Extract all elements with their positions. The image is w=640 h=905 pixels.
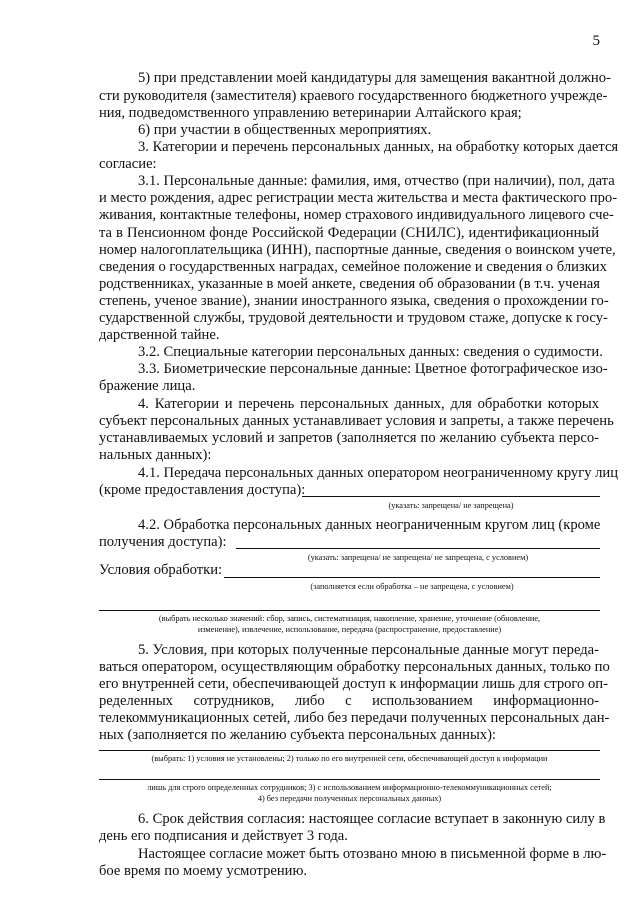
text-line: 5) при представлении моей кандидатуры для замещения вакантной должно- bbox=[138, 70, 611, 86]
fill-in-line[interactable] bbox=[236, 548, 600, 549]
field-caption: изменение), извлечение, использование, передача (распространение, предоставление) bbox=[197, 625, 502, 634]
text-line: получения доступа): bbox=[99, 534, 227, 550]
fill-in-line[interactable] bbox=[99, 779, 600, 780]
text-line: та в Пенсионном фонде Российской Федерации (СНИЛС), идентификационный bbox=[99, 225, 599, 241]
text-line: бражение лица. bbox=[99, 378, 196, 394]
text-line: бое время по моему усмотрению. bbox=[99, 863, 308, 879]
text-line: 3. Категории и перечень персональных данных, на обработку которых дается bbox=[138, 139, 619, 155]
text-line: 3.2. Специальные категории персональных данных: сведения о судимости. bbox=[138, 344, 603, 360]
text-line: Настоящее согласие может быть отозвано мною в письменной форме в лю- bbox=[138, 846, 607, 862]
text-line: телекоммуникационных сетей, либо без передачи полученных персональных дан- bbox=[99, 710, 610, 726]
text-line: 4. Категории и перечень персональных данных, для обработки которых bbox=[138, 396, 599, 412]
text-line: субъект персональных данных устанавливает условия и запреты, а также перечень bbox=[99, 413, 614, 429]
text-line: нальных данных): bbox=[99, 447, 212, 463]
text-line: ределенных сотрудников, либо с использованием информационно- bbox=[99, 693, 599, 709]
text-line: и место рождения, адрес регистрации места жительства и места фактического про- bbox=[99, 190, 618, 206]
text-line: день его подписания и действует 3 года. bbox=[99, 828, 348, 844]
text-line: ных (заполняется по желанию субъекта персональных данных): bbox=[99, 727, 496, 743]
text-line: живания, контактные телефоны, номер страхового индивидуального лицевого сче- bbox=[99, 207, 614, 223]
fill-in-line[interactable] bbox=[99, 610, 600, 611]
text-line: сударственной службы, трудовой деятельности и трудовом стаже, допуске к госу- bbox=[99, 310, 608, 326]
text-line: степень, ученое звание), знании иностранного языка, сведения о прохождении го- bbox=[99, 293, 609, 309]
text-line: ния, подведомственного управлению ветеринарии Алтайского края; bbox=[99, 105, 522, 121]
text-line: 3.1. Персональные данные: фамилия, имя, отчество (при наличии), пол, дата bbox=[138, 173, 615, 189]
text-line: 4.2. Обработка персональных данных неограниченным кругом лиц (кроме bbox=[138, 517, 601, 533]
fill-in-line[interactable] bbox=[302, 496, 600, 497]
text-line: сти руководителя (заместителя) краевого государственного бюджетного учрежде- bbox=[99, 88, 608, 104]
text-line: 3.3. Биометрические персональные данные: Цветное фотографическое изо- bbox=[138, 361, 608, 377]
text-line: устанавливаемых условий и запретов (заполняется по желанию субъекта персо- bbox=[99, 430, 599, 446]
text-line: сведения о государственных наградах, семейное положение и сведения о близких bbox=[99, 259, 607, 275]
text-line: родственниках, указанные в моей анкете, сведения об образовании (в т.ч. ученая bbox=[99, 276, 600, 292]
fill-in-line[interactable] bbox=[224, 577, 600, 578]
field-caption: (указать: запрещена/ не запрещена) bbox=[388, 501, 514, 510]
text-line: номер налогоплательщика (ИНН), паспортные данные, сведения о воинском учете, bbox=[99, 242, 616, 258]
text-line: 6) при участии в общественных мероприятиях. bbox=[138, 122, 432, 138]
text-line: его внутренней сети, обеспечивающей доступ к информации лишь для строго оп- bbox=[99, 676, 608, 692]
text-line: ваться оператором, осуществляющим обработку персональных данных, только по bbox=[99, 659, 610, 675]
field-caption: (выбрать несколько значений: сбор, запись, систематизация, накопление, хранение, уточнение (обновление, bbox=[158, 614, 541, 623]
text-line: 4.1. Передача персональных данных оператором неограниченному кругу лиц bbox=[138, 465, 619, 481]
page-number: 5 bbox=[592, 33, 600, 49]
field-caption: лишь для строго определенных сотрудников; 3) с использованием информационно-телекоммуникационных сетей; bbox=[147, 783, 552, 792]
text-line: 5. Условия, при которых полученные персональные данные могут переда- bbox=[138, 642, 599, 658]
field-caption: (указать: запрещена/ не запрещена/ не запрещена, с условием) bbox=[307, 553, 529, 562]
field-caption: (заполняется если обработка – не запрещена, с условием) bbox=[310, 582, 514, 591]
text-line: согласие: bbox=[99, 156, 157, 172]
text-line: (кроме предоставления доступа): bbox=[99, 482, 306, 498]
text-line: дарственной тайне. bbox=[99, 327, 220, 343]
field-caption: 4) без передачи полученных персональных данных) bbox=[257, 794, 442, 803]
text-line: Условия обработки: bbox=[99, 562, 223, 578]
text-line: 6. Срок действия согласия: настоящее согласие вступает в законную силу в bbox=[138, 811, 606, 827]
fill-in-line[interactable] bbox=[99, 750, 600, 751]
field-caption: (выбрать: 1) условия не установлены; 2) только по его внутренней сети, обеспечивающей доступ к информации bbox=[151, 754, 548, 763]
